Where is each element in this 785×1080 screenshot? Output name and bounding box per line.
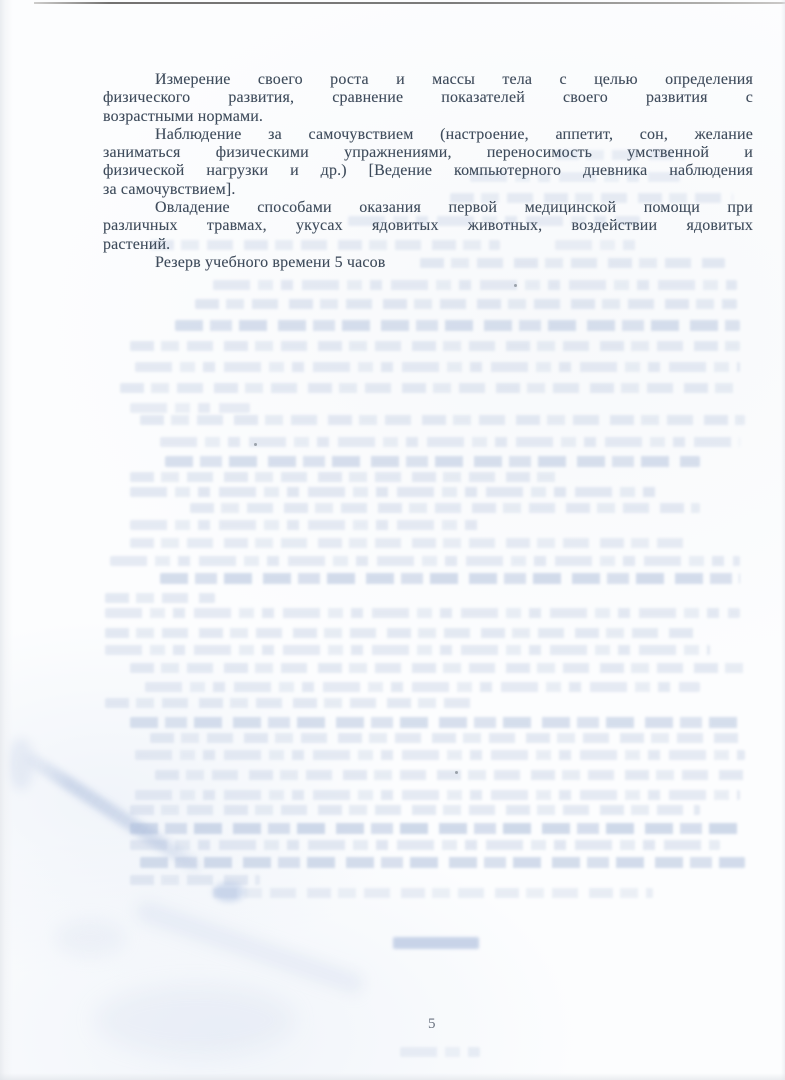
bleedthrough-line	[130, 840, 720, 850]
scan-smudge-blob	[55, 920, 125, 956]
bleedthrough-line	[130, 538, 690, 548]
bleedthrough-line	[135, 750, 745, 760]
bleedthrough-line	[150, 733, 740, 743]
text-line: возрастными нормами.	[103, 107, 264, 125]
bleedthrough-line	[120, 383, 735, 393]
text-line: Измерение своего роста и массы тела с целью определения	[155, 71, 753, 88]
scan-dust-speck	[455, 771, 458, 774]
text-line: физического развития, сравнение показателей своего развития с	[103, 89, 753, 107]
bleedthrough-line	[165, 456, 700, 467]
bleedthrough-line	[105, 645, 710, 655]
bleedthrough-line	[130, 472, 560, 482]
text-line: Резерв учебного времени 5 часов	[155, 253, 386, 271]
bleedthrough-heading	[393, 937, 479, 949]
bleedthrough-line	[130, 341, 740, 351]
bleedthrough-line	[130, 487, 660, 497]
bleedthrough-line	[195, 299, 737, 309]
bleedthrough-line	[105, 608, 740, 618]
bleedthrough-line	[130, 823, 745, 834]
text-line: различных травмах, укусах ядовитых животных, воздействии ядовитых	[103, 217, 753, 235]
scan-top-edge-line	[34, 2, 785, 4]
bleedthrough-line	[175, 320, 740, 331]
bleedthrough-line	[160, 573, 740, 584]
bleedthrough-line	[135, 362, 740, 372]
bleedthrough-line	[130, 805, 700, 815]
bleedthrough-line	[213, 280, 737, 290]
document-text-block	[103, 71, 753, 272]
text-line: за самочувствием].	[103, 180, 236, 198]
bleedthrough-line	[130, 875, 260, 885]
bleedthrough-line	[140, 857, 745, 868]
bleedthrough-line	[155, 770, 745, 780]
bleedthrough-line	[140, 415, 745, 425]
bleedthrough-line	[130, 717, 740, 728]
bleedthrough-line	[130, 520, 480, 530]
scan-left-edge-shade	[0, 0, 13, 1080]
bleedthrough-line	[135, 790, 740, 800]
text-line: растений.	[103, 235, 171, 253]
bleedthrough-line	[105, 628, 700, 638]
scan-smudge-blob	[95, 985, 295, 1055]
bleedthrough-line	[213, 888, 653, 898]
bleedthrough-line	[105, 698, 480, 708]
bleedthrough-line	[105, 593, 215, 603]
scan-ink-smudge	[213, 882, 245, 902]
scan-dust-speck	[514, 284, 517, 287]
bleedthrough-line	[130, 663, 745, 673]
bleedthrough-line	[110, 556, 740, 566]
scan-right-edge-shade	[781, 0, 785, 1080]
bleedthrough-line	[400, 1047, 480, 1057]
text-line: физической нагрузки и др.) [Ведение компьютерного дневника наблюдения	[103, 162, 753, 180]
bleedthrough-line	[160, 437, 740, 447]
bleedthrough-line	[145, 682, 700, 692]
scan-bottom-edge-shade	[0, 1073, 785, 1080]
text-line: заниматься физическими упражнениями, переносимость умственной и	[103, 144, 753, 162]
bleedthrough-line	[130, 403, 250, 413]
scan-dust-speck	[254, 443, 257, 446]
page-number: 5	[428, 1016, 436, 1032]
text-line: Наблюдение за самочувствием (настроение, аппетит, сон, желание	[155, 125, 753, 143]
text-line: Овладение способами оказания первой медицинской помощи при	[155, 199, 753, 217]
bleedthrough-line	[190, 503, 700, 513]
